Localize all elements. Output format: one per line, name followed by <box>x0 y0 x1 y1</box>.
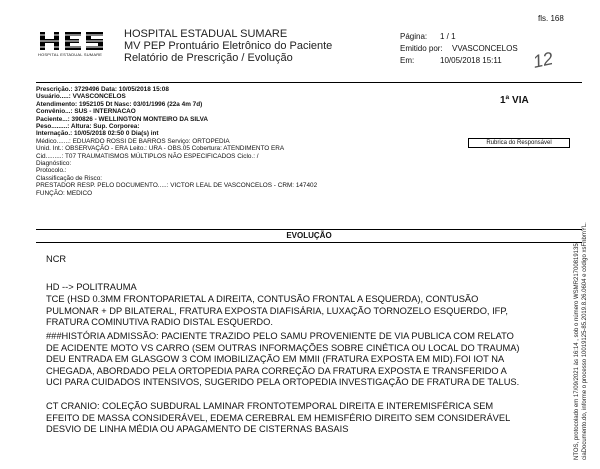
side-stamp-line: ciaDocumento.do, informe o processo 10019125-85.2019.8.26.0604 e código xsFnbmYL. <box>582 222 588 460</box>
text-line: FRATURA COMINUTIVA RADIO DISTAL ESQUERDO. <box>46 317 273 327</box>
text-line: TCE (HSD 0.3MM FRONTOPARIETAL A DIREITA, CONTUSÃO FRONTAL A ESQUERDA), CONTUSÃO <box>46 294 479 304</box>
text-line: PULMONAR + DP BILATERAL, FRATURA EXPOSTA DIAFISÁRIA, LUXAÇÃO TORNOZELO ESQUERDO, IFP, <box>46 305 508 316</box>
text-line: ###HISTÓRIA ADMISSÃO: PACIENTE TRAZIDO PELO SAMU PROVENIENTE DE VIA PUBLICA COM RELATO <box>46 331 514 341</box>
text-line: CHEGADA, ABORDADO PELA ORTOPEDIA PARA CORREÇÃO DA FRATURA EXPOSTA E TRANSFERIDO A <box>46 365 507 376</box>
info-cid: Cid.........: T07 TRAUMATISMOS MÚLTIPLOS NÃO ESPECIFICADOS Ciclo.: / <box>36 152 259 160</box>
report-title: Relatório de Prescrição / Evolução <box>124 52 293 64</box>
info-provider: PRESTADOR RESP. PELO DOCUMENTO.....: VICTOR LEAL DE VASCONCELOS - CRM: 147402 <box>36 182 318 190</box>
paragraph-history <box>46 331 591 389</box>
text-line: DE ACIDENTE MOTO VS CARRO (SEM OUTRAS INFORMAÇÕES SOBRE CINÉTICA OU LOCAL DO TRAUMA) <box>46 342 520 353</box>
info-unit: Unid. Int.: OBSERVAÇÃO - ERA Leito.: URA - OBS.05 Cobertura: ATENDIMENTO ERA <box>36 145 285 153</box>
copy-label: 1ª VIA <box>500 95 529 106</box>
hospital-logo <box>38 30 120 52</box>
folio-number: fls. 168 <box>538 14 564 23</box>
emission-meta <box>400 31 518 67</box>
document-header <box>124 28 332 64</box>
text-line: DESVIO DE LINHA MÉDIA OU APAGAMENTO DE CISTERNAS BASAIS <box>46 424 349 434</box>
system-name: MV PEP Prontuário Eletrônico do Paciente <box>124 40 333 52</box>
text-line: UCI PARA CUIDADOS INTENSIVOS, SUGERIDO PELA ORTOPEDIA INVESTIGAÇÃO DE FRATURA DE TALUS. <box>46 377 520 387</box>
info-patient: Paciente...: 390826 - WELLINGTON MONTEIRO DA SILVA <box>36 115 208 123</box>
paragraph-ct <box>46 401 591 436</box>
signature-box: Rubrica do Responsável <box>468 138 570 148</box>
date-value: 10/05/2018 15:11 <box>440 56 502 65</box>
patient-info <box>36 86 317 197</box>
info-risk: Classificação de Risco: <box>36 174 103 182</box>
logo-subtitle: HOSPITAL ESTADUAL SUMARE <box>38 52 103 57</box>
text-line: DEU ENTRADA EM GLASGOW 3 COM IMOBILIZAÇÃO EM MMII (FRATURA EXPOSTA EM MID).FOI IOT NA <box>46 354 505 364</box>
body-ncr: NCR <box>46 254 67 264</box>
issued-by-value: VVASCONCELOS <box>452 44 518 53</box>
page-value: 1 / 1 <box>440 32 456 41</box>
info-attendance: Atendimento: 1952105 Dt Nasc: 03/01/1996 (22a 4m 7d) <box>36 100 203 108</box>
hospital-name: HOSPITAL ESTADUAL SUMARE <box>124 28 288 40</box>
side-stamp <box>573 222 589 460</box>
info-prescription: Prescrição.: 3729496 Data: 10/05/2018 15:08 <box>36 86 169 93</box>
info-protocol: Protocolo.: <box>36 167 67 175</box>
info-diagnosis: Diagnóstico: <box>36 160 72 168</box>
evolution-title: EVOLUÇÃO <box>36 229 582 243</box>
divider <box>36 82 582 83</box>
info-weight: Peso.........: Altura: Sup. Corporea: <box>36 123 140 131</box>
page-label: Página: <box>400 32 428 41</box>
info-insurance: Convênio...: SUS - INTERNACAO <box>36 108 136 116</box>
info-user: Usuário.....: VVASCONCELOS <box>36 93 126 101</box>
body-hd: HD --> POLITRAUMA <box>46 282 137 292</box>
info-doctor: Médico.......: EDUARDO ROSSI DE BARROS Serviço: ORTOPEDIA <box>36 137 230 145</box>
info-function: FUNÇÃO: MEDICO <box>36 189 93 197</box>
issued-by-label: Emitido por: <box>400 44 443 53</box>
text-line: EFEITO DE MASSA CONSIDERÁVEL, EDEMA CEREBRAL EM HEMISFÉRIO DIREITO SEM CONSIDERÁVEL <box>46 412 511 423</box>
date-label: Em: <box>400 56 415 65</box>
info-admission: Internação.: 10/05/2018 02:50 0 Dia(s) int <box>36 130 159 138</box>
side-stamp-line: NTOS, protocolado em 17/09/2021 às 16:14 , sob o número WSMR21700819135 <box>574 243 580 460</box>
paragraph-diagnosis <box>46 294 591 329</box>
handwritten-number: 12 <box>531 48 555 72</box>
text-line: CT CRANIO: COLEÇÃO SUBDURAL LAMINAR FRONTOTEMPORAL DIREITA E INTEREMISFÉRICA SEM <box>46 401 494 411</box>
